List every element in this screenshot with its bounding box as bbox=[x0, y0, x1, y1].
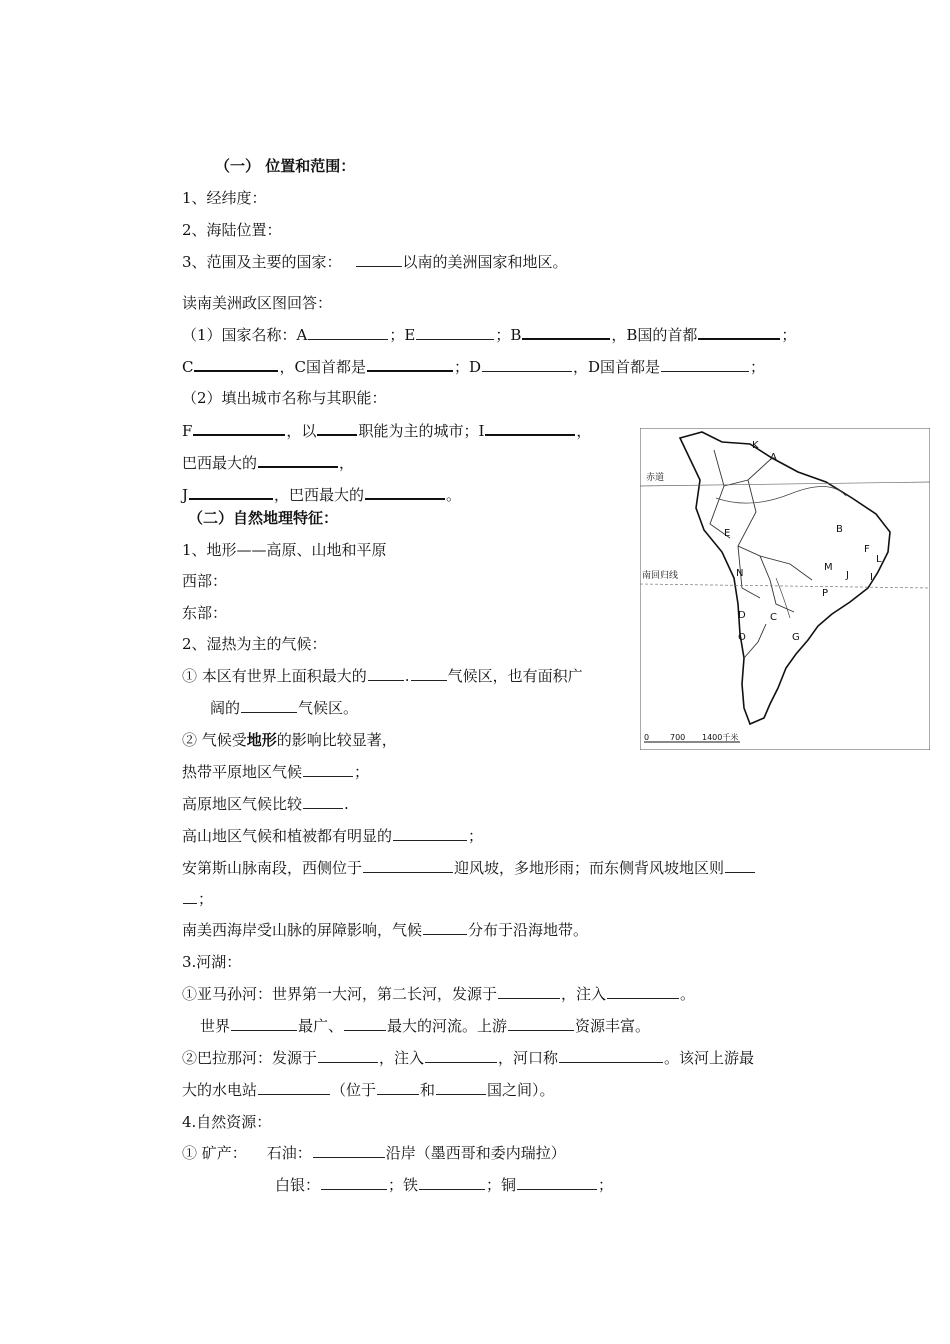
blank[interactable] bbox=[258, 452, 338, 468]
blank[interactable] bbox=[725, 858, 755, 873]
amazon-2: 世界 最广、 最大的河流。上游 资源丰富。 bbox=[200, 1017, 651, 1035]
q2-line2: 巴西最大的 ， bbox=[182, 454, 355, 472]
east: 东部： bbox=[182, 604, 228, 622]
west: 西部： bbox=[182, 572, 228, 590]
blank[interactable] bbox=[308, 325, 388, 340]
map-label-b: B bbox=[836, 524, 843, 535]
item-sea-land: 2、海陆位置： bbox=[182, 221, 282, 239]
minerals-1: ① 矿产： 石油： 沿岸（墨西哥和委内瑞拉） bbox=[182, 1144, 566, 1162]
blank[interactable] bbox=[363, 858, 453, 873]
tropic-label: 南回归线 bbox=[642, 571, 679, 581]
blank[interactable] bbox=[559, 1048, 663, 1063]
blank[interactable] bbox=[522, 324, 610, 340]
blank[interactable] bbox=[356, 252, 402, 267]
amazon-1: ①亚马孙河：世界第一大河，第二长河，发源于 ，注入 。 bbox=[182, 985, 696, 1003]
blank[interactable] bbox=[241, 698, 297, 713]
blank[interactable] bbox=[368, 666, 404, 681]
map-label-o: O bbox=[738, 632, 746, 643]
blank[interactable] bbox=[344, 1016, 386, 1031]
climate-2: ② 气候受地形的影响比较显著， bbox=[182, 731, 397, 749]
blank[interactable] bbox=[189, 484, 273, 500]
section-2-title: （二）自然地理特征： bbox=[188, 509, 339, 527]
blank[interactable] bbox=[231, 1016, 297, 1031]
blank[interactable] bbox=[436, 1080, 486, 1095]
map-label-e: E bbox=[724, 528, 731, 539]
map-label-p: P bbox=[822, 588, 829, 599]
blank[interactable] bbox=[377, 1080, 419, 1095]
blank[interactable] bbox=[183, 889, 197, 904]
section-1-title: （一） 位置和范围： bbox=[215, 157, 356, 175]
scale-1400: 1400千米 bbox=[702, 733, 739, 742]
map-label-a: A bbox=[770, 452, 777, 463]
map-label-f: F bbox=[864, 544, 870, 555]
item-lat-long: 1、经纬度： bbox=[182, 189, 267, 207]
plateau: 高原地区气候比较 . bbox=[182, 795, 349, 813]
blank[interactable] bbox=[367, 356, 453, 372]
blank[interactable] bbox=[498, 984, 560, 999]
blank[interactable] bbox=[607, 984, 679, 999]
climate-1b: 阔的 气候区。 bbox=[210, 699, 359, 717]
q1-line1: （1）国家名称：A ；E ；B ，B国的首都 ； bbox=[182, 326, 797, 344]
q2-line3: J ，巴西最大的 。 bbox=[182, 486, 462, 504]
item-range: 3、范围及主要的国家： 以南的美洲国家和地区。 bbox=[182, 253, 568, 271]
blank[interactable] bbox=[517, 1175, 597, 1190]
blank[interactable] bbox=[365, 484, 445, 500]
map-label-d: D bbox=[738, 610, 746, 621]
blank[interactable] bbox=[411, 666, 447, 681]
blank[interactable] bbox=[258, 1080, 330, 1095]
map-label-k: K bbox=[752, 440, 759, 451]
tropical-plain: 热带平原地区气候 ； bbox=[182, 763, 370, 781]
map-label-i: I bbox=[870, 572, 873, 583]
blank[interactable] bbox=[482, 357, 572, 372]
blank[interactable] bbox=[303, 762, 353, 777]
scale-0: 0 bbox=[644, 733, 650, 742]
rivers-title: 3.河湖： bbox=[182, 953, 242, 971]
parana-1: ②巴拉那河：发源于 ，注入 ，河口称 。该河上游最 bbox=[182, 1049, 755, 1067]
map-label-j: J bbox=[846, 570, 849, 581]
blank[interactable] bbox=[193, 420, 285, 436]
andes-line-cont: ； bbox=[182, 889, 213, 909]
map-label-m: M bbox=[824, 562, 833, 573]
blank[interactable] bbox=[508, 1016, 574, 1031]
map-label-l: L bbox=[876, 554, 882, 565]
blank[interactable] bbox=[321, 1175, 387, 1190]
blank[interactable] bbox=[393, 826, 467, 841]
blank[interactable] bbox=[423, 920, 467, 935]
terrain: 1、地形——高原、山地和平原 bbox=[182, 541, 387, 559]
blank[interactable] bbox=[416, 325, 494, 340]
q2-line1: F ，以 职能为主的城市；I ， bbox=[182, 422, 592, 440]
scale-700: 700 bbox=[670, 733, 686, 742]
map-label-g: G bbox=[792, 632, 800, 643]
q1-line2: C ，C国首都是 ；D ，D国首都是 ； bbox=[182, 358, 766, 376]
blank[interactable] bbox=[485, 420, 575, 436]
map-label-c: C bbox=[770, 612, 777, 623]
blank[interactable] bbox=[318, 1048, 378, 1063]
andes-line: 安第斯山脉南段，西侧位于 迎风坡，多地形雨；而东侧背风坡地区则 bbox=[182, 858, 756, 878]
climate-title: 2、湿热为主的气候： bbox=[182, 635, 327, 653]
blank[interactable] bbox=[419, 1175, 485, 1190]
blank[interactable] bbox=[194, 356, 278, 372]
west-coast: 南美西海岸受山脉的屏障影响，气候 分布于沿海地带。 bbox=[182, 921, 589, 939]
climate-1: ① 本区有世界上面积最大的 . 气候区，也有面积广 bbox=[182, 667, 583, 685]
blank[interactable] bbox=[425, 1048, 497, 1063]
blank[interactable] bbox=[317, 420, 357, 436]
map-label-n: N bbox=[736, 568, 744, 579]
blank[interactable] bbox=[698, 324, 780, 340]
equator-label: 赤道 bbox=[646, 473, 665, 483]
high-mountain: 高山地区气候和植被都有明显的 ； bbox=[182, 827, 484, 845]
resources-title: 4.自然资源： bbox=[182, 1113, 272, 1131]
south-america-political-map bbox=[640, 428, 930, 750]
read-prompt: 读南美洲政区图回答： bbox=[182, 294, 333, 312]
q2-title: （2）填出城市名称与其职能： bbox=[182, 389, 387, 407]
parana-2: 大的水电站 （位于 和 国之间）。 bbox=[182, 1081, 555, 1099]
blank[interactable] bbox=[313, 1143, 385, 1158]
minerals-2: 白银： ；铁 ；铜 ； bbox=[275, 1176, 614, 1194]
blank[interactable] bbox=[661, 357, 749, 372]
blank[interactable] bbox=[303, 794, 343, 809]
